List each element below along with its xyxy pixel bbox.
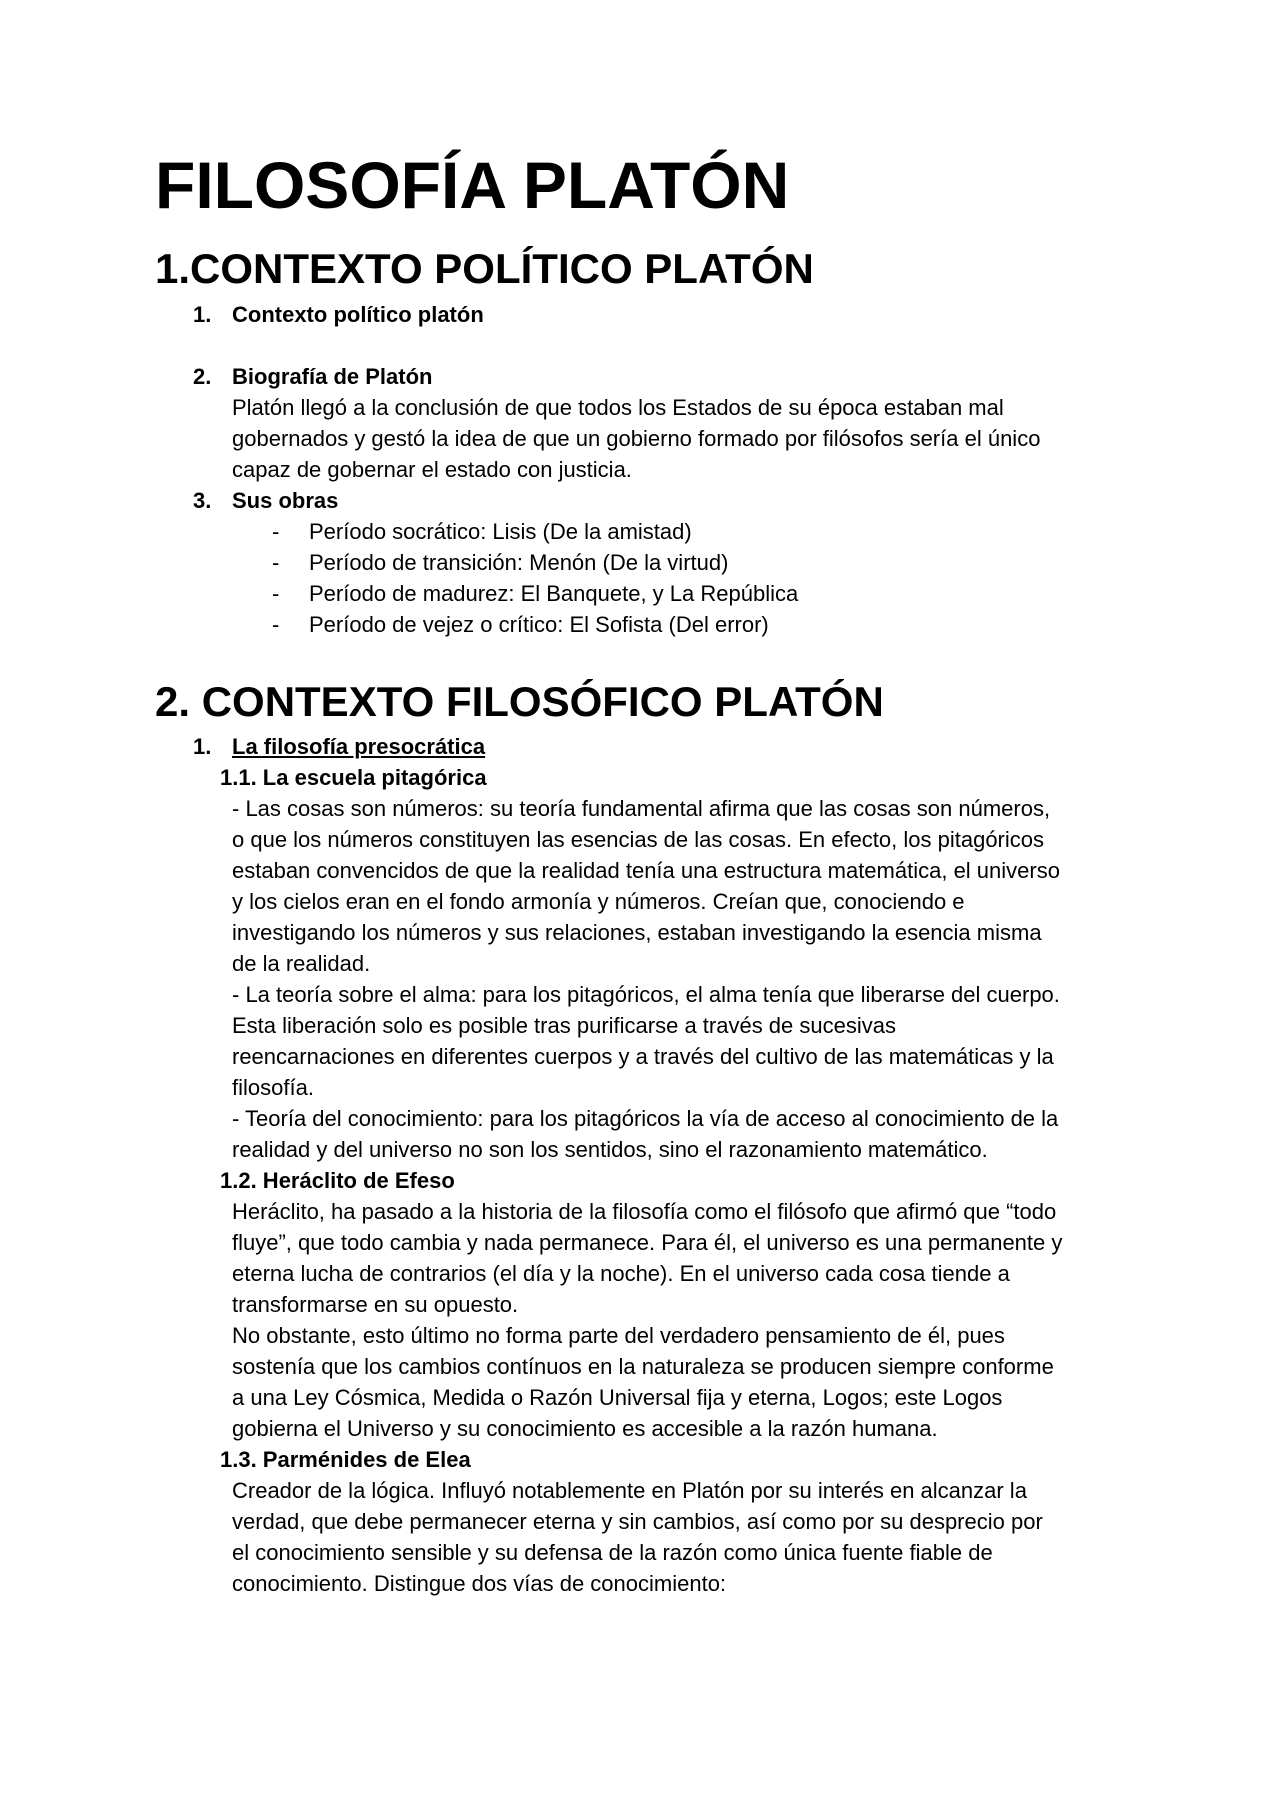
- paragraph-line: el conocimiento sensible y su defensa de la razón como única fuente fiable de: [232, 1540, 993, 1565]
- paragraph-line: gobernados y gestó la idea de que un gobierno formado por filósofos sería el único: [232, 426, 1041, 451]
- subsection-heading: 1.3. Parménides de Elea: [220, 1447, 471, 1472]
- bullet-dash: -: [272, 519, 280, 544]
- list-number: 3.: [193, 488, 212, 513]
- paragraph-line: - Teoría del conocimiento: para los pitagóricos la vía de acceso al conocimiento de la: [232, 1106, 1059, 1131]
- paragraph-line: Heráclito, ha pasado a la historia de la filosofía como el filósofo que afirmó que “todo: [232, 1199, 1057, 1224]
- list-item-label: Biografía de Platón: [232, 364, 433, 389]
- paragraph-line: verdad, que debe permanecer eterna y sin cambios, así como por su desprecio por: [232, 1509, 1043, 1534]
- paragraph-line: capaz de gobernar el estado con justicia.: [232, 457, 632, 482]
- subsection-heading: 1.2. Heráclito de Efeso: [220, 1168, 455, 1193]
- paragraph-line: y los cielos eran en el fondo armonía y números. Creían que, conociendo e: [232, 889, 965, 914]
- section-heading-contexto-politico: 1.CONTEXTO POLÍTICO PLATÓN: [155, 245, 814, 292]
- document-title: FILOSOFÍA PLATÓN: [155, 148, 790, 222]
- section-heading-contexto-filosofico: 2. CONTEXTO FILOSÓFICO PLATÓN: [155, 678, 884, 725]
- list-number: 1.: [193, 302, 212, 327]
- bullet-dash: -: [272, 581, 280, 606]
- paragraph-line: gobierna el Universo y su conocimiento es accesible a la razón humana.: [232, 1416, 938, 1441]
- paragraph-line: Esta liberación solo es posible tras purificarse a través de sucesivas: [232, 1013, 896, 1038]
- paragraph-line: sostenía que los cambios contínuos en la naturaleza se producen siempre conforme: [232, 1354, 1054, 1379]
- paragraph-line: Creador de la lógica. Influyó notablemente en Platón por su interés en alcanzar la: [232, 1478, 1027, 1503]
- paragraph-line: conocimiento. Distingue dos vías de conocimiento:: [232, 1571, 727, 1596]
- bullet-item: Período de vejez o crítico: El Sofista (Del error): [309, 612, 769, 637]
- bullet-item: Período de madurez: El Banquete, y La República: [309, 581, 799, 606]
- list-item-label: La filosofía presocrática: [232, 734, 486, 759]
- bullet-dash: -: [272, 612, 280, 637]
- paragraph-line: No obstante, esto último no forma parte del verdadero pensamiento de él, pues: [232, 1323, 1005, 1348]
- paragraph-line: investigando los números y sus relaciones, estaban investigando la esencia misma: [232, 920, 1042, 945]
- paragraph-line: - La teoría sobre el alma: para los pitagóricos, el alma tenía que liberarse del cuerpo.: [232, 982, 1060, 1007]
- list-number: 1.: [193, 734, 212, 759]
- list-item-label: Sus obras: [232, 488, 339, 513]
- list-number: 2.: [193, 364, 212, 389]
- paragraph-line: de la realidad.: [232, 951, 371, 976]
- paragraph-line: - Las cosas son números: su teoría fundamental afirma que las cosas son números,: [232, 796, 1051, 821]
- paragraph-line: realidad y del universo no son los sentidos, sino el razonamiento matemático.: [232, 1137, 988, 1162]
- paragraph-line: eterna lucha de contrarios (el día y la noche). En el universo cada cosa tiende a: [232, 1261, 1010, 1286]
- paragraph-line: o que los números constituyen las esencias de las cosas. En efecto, los pitagóricos: [232, 827, 1045, 852]
- paragraph-line: transformarse en su opuesto.: [232, 1292, 519, 1317]
- paragraph-line: filosofía.: [232, 1075, 314, 1100]
- paragraph-line: estaban convencidos de que la realidad tenía una estructura matemática, el universo: [232, 858, 1060, 883]
- paragraph-line: a una Ley Cósmica, Medida o Razón Universal fija y eterna, Logos; este Logos: [232, 1385, 1003, 1410]
- subsection-heading: 1.1. La escuela pitagórica: [220, 765, 487, 790]
- paragraph-line: fluye”, que todo cambia y nada permanece. Para él, el universo es una permanente y: [232, 1230, 1063, 1255]
- paragraph-line: Platón llegó a la conclusión de que todos los Estados de su época estaban mal: [232, 395, 1004, 420]
- bullet-item: Período de transición: Menón (De la virtud): [309, 550, 729, 575]
- bullet-item: Período socrático: Lisis (De la amistad): [309, 519, 692, 544]
- list-item-label: Contexto político platón: [232, 302, 484, 327]
- paragraph-line: reencarnaciones en diferentes cuerpos y a través del cultivo de las matemáticas y la: [232, 1044, 1054, 1069]
- bullet-dash: -: [272, 550, 280, 575]
